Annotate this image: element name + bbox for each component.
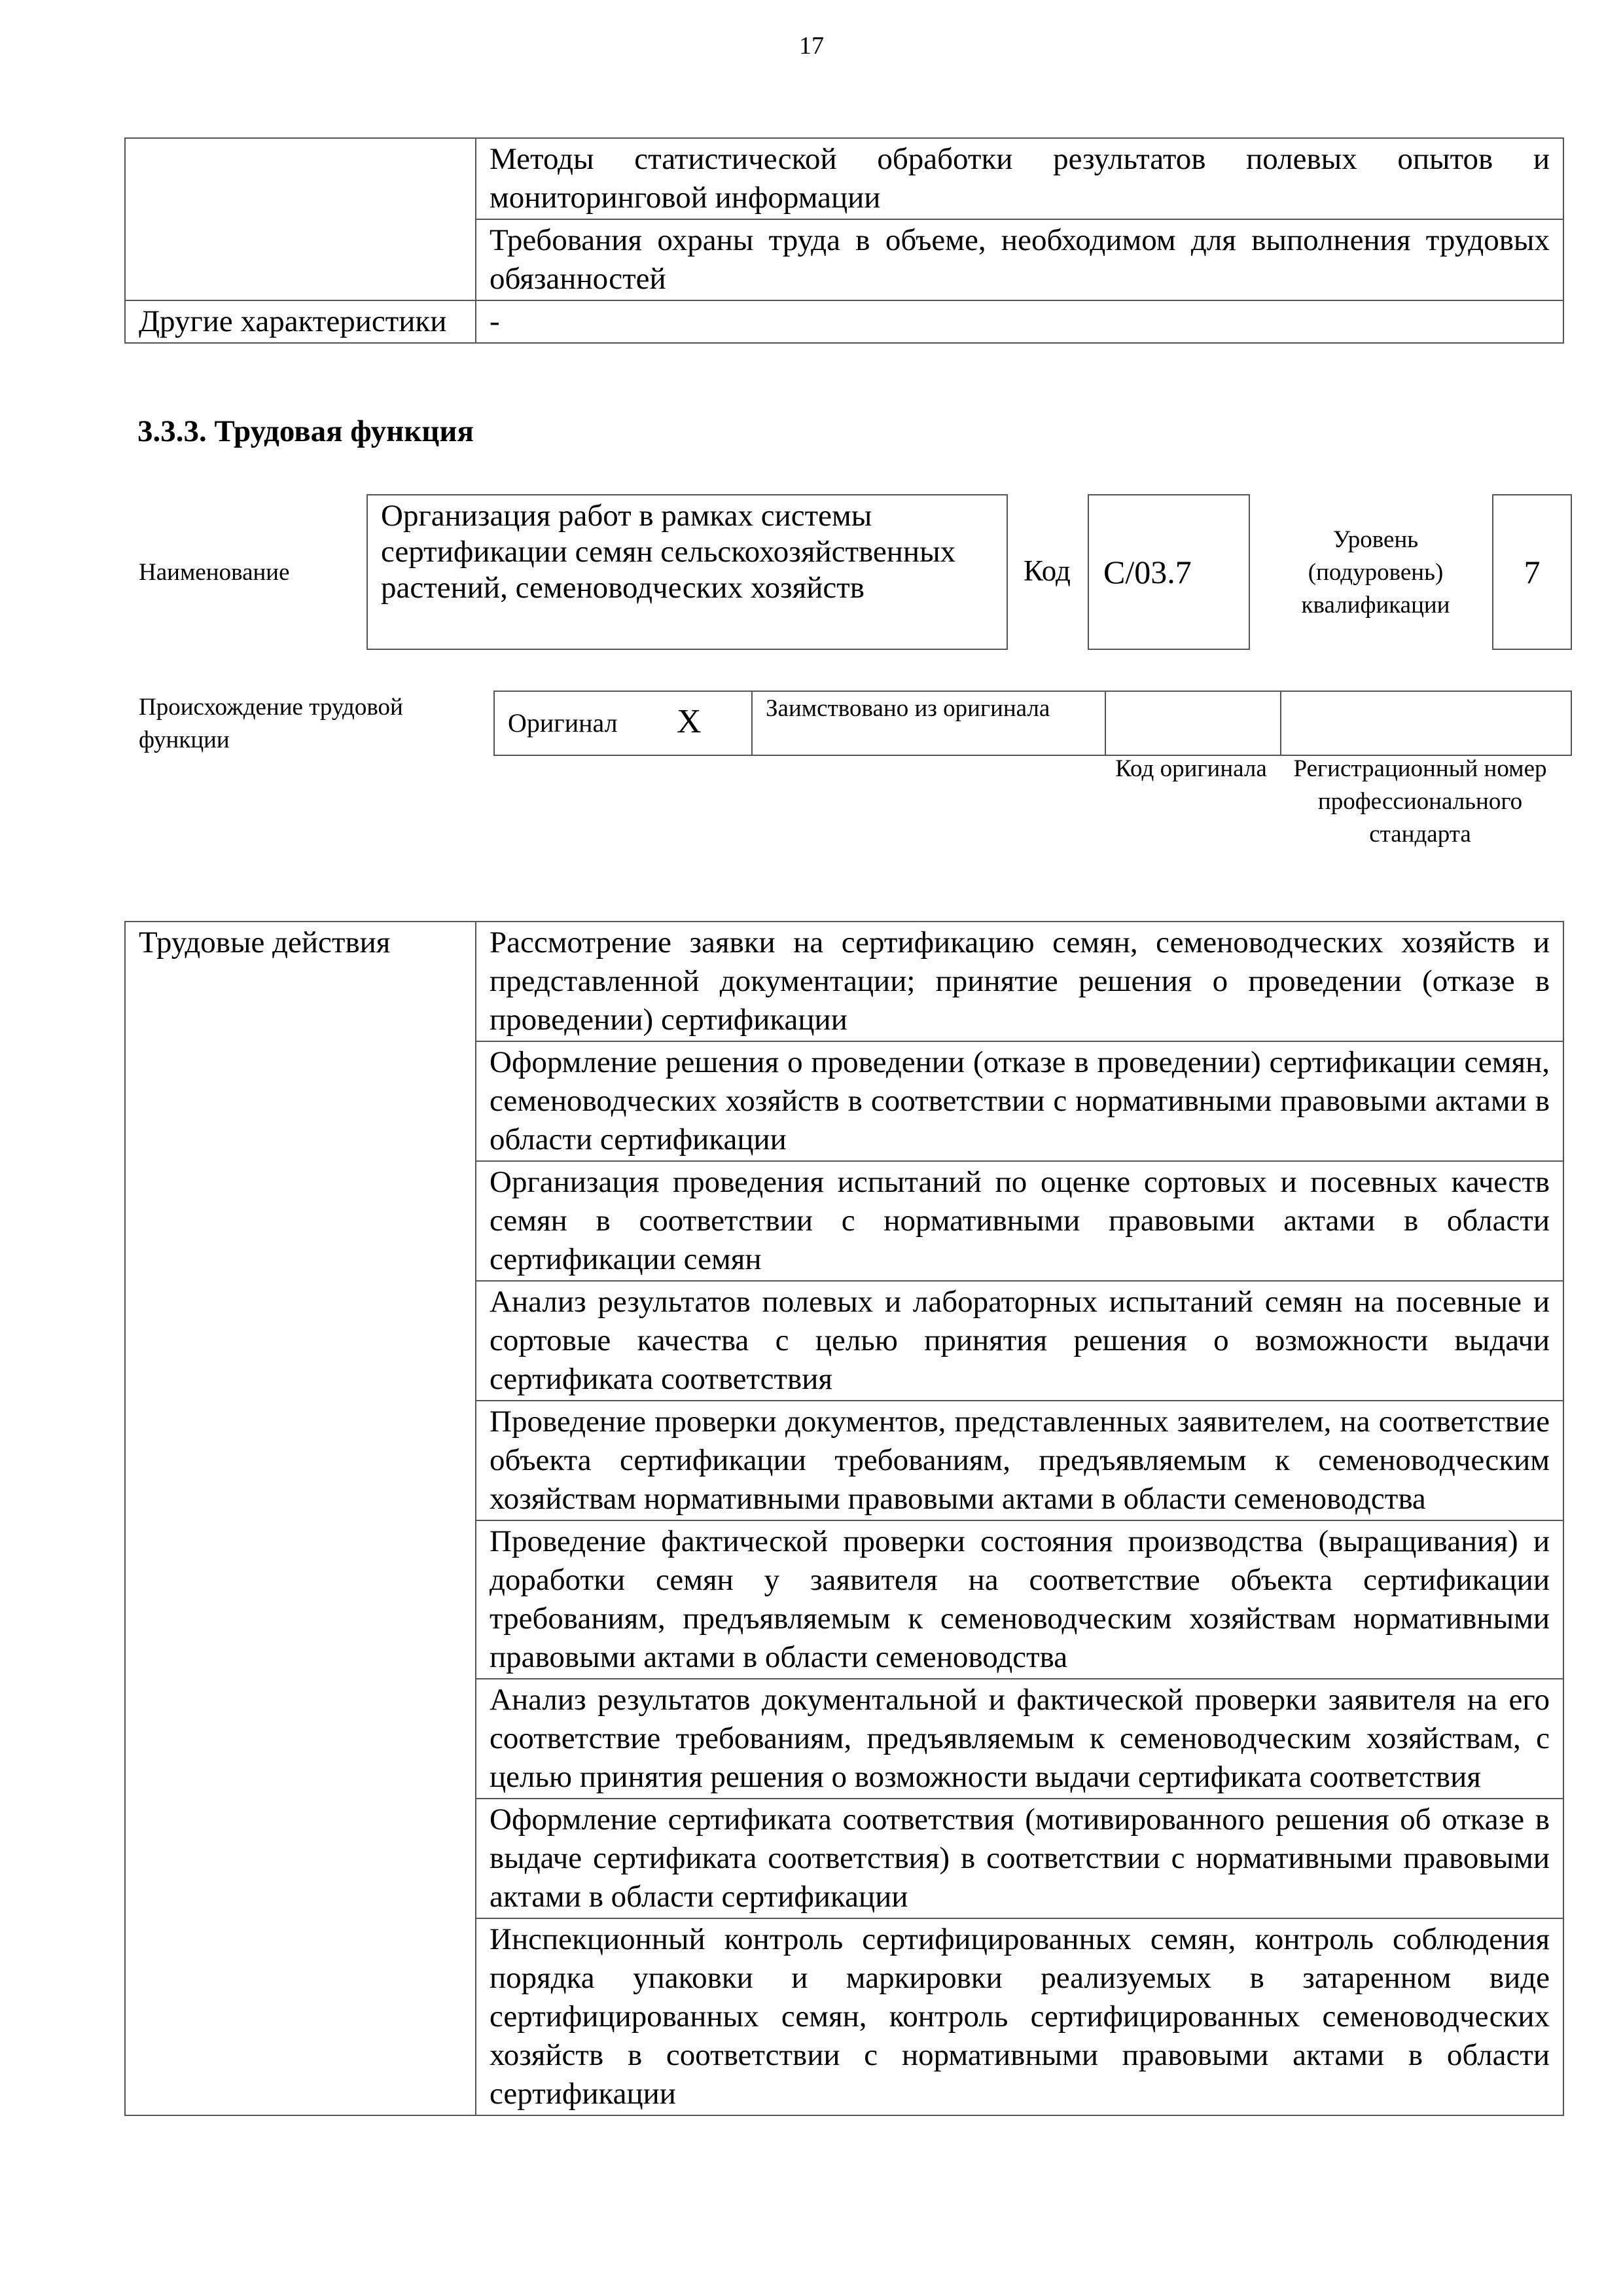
borrowed-label: Заимствовано из оригинала (766, 695, 1050, 722)
other-characteristics-value: - (476, 300, 1563, 343)
table-cell: Организация проведения испытаний по оценке сортовых и посевных качеств семян в соответствии с нормативными правовыми актами в области сертификации семян (476, 1161, 1563, 1281)
code-original-cell (1105, 692, 1281, 755)
original-mark: X (677, 703, 702, 740)
table-row (125, 922, 1563, 1041)
original-label: Оригинал (508, 708, 618, 738)
page-number: 17 (799, 32, 824, 60)
origin-label: Происхождение трудовой функции (139, 694, 403, 753)
section-heading: 3.3.3. Трудовая функция (137, 414, 474, 448)
table-row (125, 138, 1563, 219)
qualification-level-box: 7 (1492, 494, 1572, 650)
other-characteristics-label: Другие характеристики (125, 300, 476, 343)
name-label: Наименование (139, 559, 290, 586)
labor-actions-label: Трудовые действия (125, 922, 476, 2115)
requirements-table (124, 137, 1564, 344)
code-label: Код (1024, 554, 1071, 587)
table-cell: Оформление решения о проведении (отказе в проведении) сертификации семян, семеноводческих хозяйств в соответствии с нормативными правовыми актами в области сертификации (476, 1041, 1563, 1161)
labor-actions-table (124, 921, 1564, 2116)
borrowed-cell (751, 692, 1106, 755)
original-cell (495, 692, 753, 755)
table-cell: Методы статистической обработки результатов полевых опытов и мониторинговой информации (476, 138, 1563, 219)
table-cell: Рассмотрение заявки на сертификацию семян, семеноводческих хозяйств и представленной документации; принятие решения о проведении (отказе в проведении) сертификации (476, 922, 1563, 1041)
table-cell: Требования охраны труда в объеме, необходимом для выполнения трудовых обязанностей (476, 219, 1563, 300)
table-cell: Анализ результатов полевых и лабораторных испытаний семян на посевные и сортовые качества с целью принятия решения о возможности выдачи сертификата соответствия (476, 1281, 1563, 1401)
reg-number-label: Регистрационный номер профессионального стандарта (1293, 755, 1547, 848)
origin-row (493, 691, 1572, 756)
function-code-box: C/03.7 (1088, 494, 1250, 650)
table-cell: Проведение проверки документов, представленных заявителем, на соответствие объекта сертификации требованиям, предъявляемым к семеноводческим хозяйствам нормативными правовыми актами в области семеноводства (476, 1401, 1563, 1520)
table-row (125, 300, 1563, 343)
table-cell: Анализ результатов документальной и фактической проверки заявителя на его соответствие требованиям, предъявляемым к семеноводческим хозяйствам, с целью принятия решения о возможности выдачи сертификата соответствия (476, 1679, 1563, 1799)
table-cell: Проведение фактической проверки состояния производства (выращивания) и доработки семян у заявителя на соответствие объекта сертификации требованиям, предъявляемым к семеноводческим хозяйствам нормативными правовыми актами в области семеноводства (476, 1520, 1563, 1679)
qualification-level-label: Уровень (подуровень) квалификации (1301, 526, 1450, 619)
table-cell: Оформление сертификата соответствия (мотивированного решения об отказе в выдаче сертификата соответствия) в соответствии с нормативными правовыми актами в области сертификации (476, 1799, 1563, 1918)
function-name-box: Организация работ в рамках системы сертификации семян сельскохозяйственных растений, семеноводческих хозяйств (366, 494, 1008, 650)
reg-number-cell (1280, 692, 1571, 755)
table-cell: Инспекционный контроль сертифицированных семян, контроль соблюдения порядка упаковки и маркировки реализуемых в затаренном виде сертифицированных семян, контроль сертифицированных семеноводческих хозяйств в соответствии с нормативными правовыми актами в области сертификации (476, 1918, 1563, 2115)
code-original-label: Код оригинала (1115, 755, 1267, 782)
empty-label-cell (125, 138, 476, 300)
